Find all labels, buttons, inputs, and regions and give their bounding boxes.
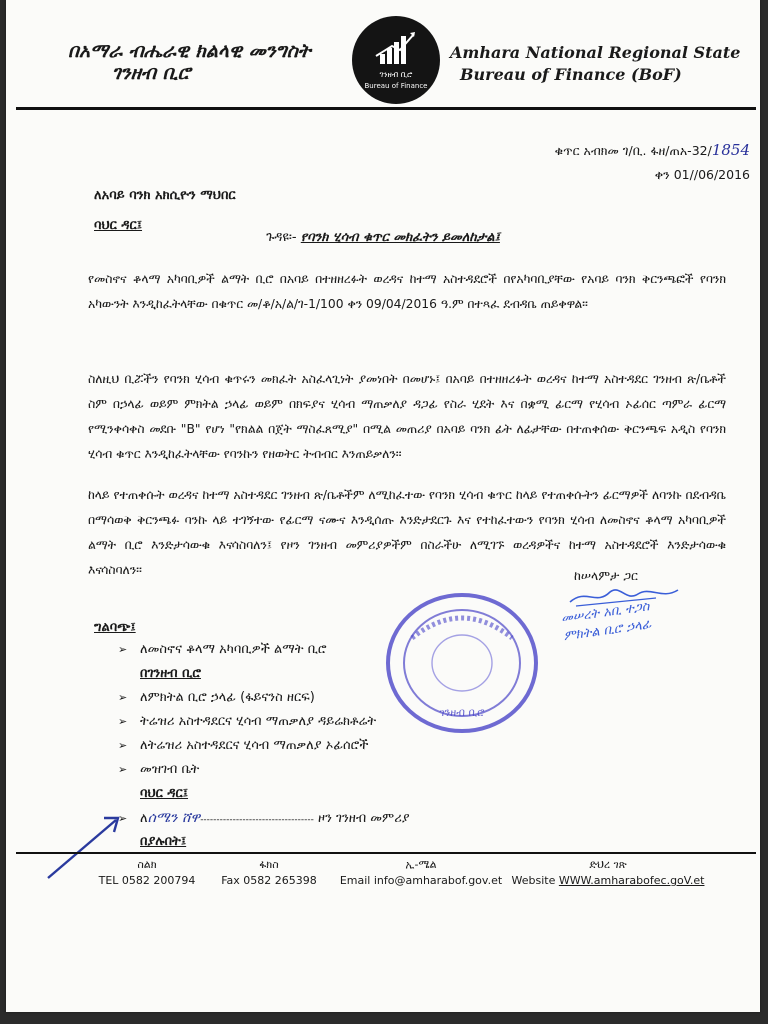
reference-date [555,163,750,187]
footer-divider [16,852,756,854]
official-stamp [382,588,542,738]
cc-item-text: በገንዘብ ቢሮ [140,666,201,681]
header-english-line1: Amhara National Regional State [450,43,741,62]
stamp-center-text: ገንዘብ ቢሮ [439,706,485,719]
signer-handwritten: መሠረት አቢ ተጋስ ምክትል ቢሮ ኃላፊ [560,599,653,645]
header-english-line2: Bureau of Finance (BoF) [460,65,682,84]
website-link[interactable]: WWW.amharabofec.goV.et [558,874,705,887]
recipient-city: ባህር ዳር፤ [94,218,143,233]
cc-item-text: ትሬዝሪ አስተዳደርና ሂሳብ ማጠቃለያ ዳይሬክቶሬት [140,714,377,729]
header-english [450,42,740,86]
header-divider [16,107,756,110]
subject-label: ጉዳዩ፡- [266,230,297,245]
subject-text: የባንክ ሂሳብ ቁጥር መክፈትን ይመለከታል፤ [300,230,500,245]
cc-item [118,762,199,777]
cc-item [118,690,315,705]
cc-item [118,810,410,826]
header-amharic-line1: በአማራ ብሔራዊ ክልላዊ መንግስት [68,40,311,62]
arrow-bullet-icon: ➢ [118,812,128,825]
website-prefix: Website [511,874,556,887]
cc-item-suffix: ዞን ገንዘብ መምሪያ [318,811,410,826]
header-amharic [68,40,311,84]
cc-item [118,714,376,729]
bureau-logo [352,16,440,104]
cc-item [140,834,186,849]
logo-amharic-text: ገንዘብ ቢሮ [379,70,413,79]
footer-website [508,857,708,889]
footer-email [336,857,506,889]
arrow-bullet-icon: ➢ [118,691,128,704]
cc-item-text: ለመስኖና ቆላማ አካባቢዎች ልማት ቢሮ [140,642,327,657]
body-paragraph-1: የመስኖና ቆላማ አካባቢዎች ልማት ቢሮ በአባይ በተዘዘረፉት ወረዳና ከተማ አስተዳደሮች በየአካባቢያቸው የአባይ ባንክ ቅርንጫፎች የባንክ አካውንት እንዲከፈትላቸው በቁጥር መ/ቆ/አ/ል/ገ-1/100 ቀን 09/04/2016 ዓ.ም በተጻፈ ደብዳቤ ጠይቀዋል፡፡ [88,272,726,311]
arrow-bullet-icon: ➢ [118,643,128,656]
body-paragraph-3: ከላይ የተጠቀሱት ወረዳና ከተማ አስተዳደር ገንዘብ ጽ/ቤቶችም ለሚከፈተው የባንክ ሂሳብ ቁጥር ከላይ የተጠቀሱትን ፊርማዎች ለባንኩ በደብዳቤ በማሳወቅ ቅርንጫፉ ባንኩ ላይ ተገኝተው የፊርማ ናሙና እንዲሰጡ እንድታደርጉ እና የተከፈተውን የባንክ ሂሳብ ለመስኖና ቆላማ አካባቢዎች ልማት ቢሮ እንድታሳውቁ እናሳስባለን፤ የዞን ገንዘብ መምሪያዎችም በስራችሁ ለሚገኙ ወረዳዎችና ከተማ አስተዳደሮች እንድታሳውቁ እናሳስባለን፡፡ [88,488,726,577]
footer-fax [214,857,324,889]
logo-english-text: Bureau of Finance [364,82,428,90]
phone-label: ስልክ [137,858,157,871]
cc-item-handwritten: ሰሜን ሸዋ [147,810,201,826]
letter-page [6,0,760,1012]
body-paragraph-2: ስለዚህ ቢሯችን የባንክ ሂሳብ ቁጥሩን መክፈት አስፈላጊነት ያመነበት በመሆኑ፤ በአባይ በተዘዘረፉት ወረዳና ከተማ አስተዳደር ገንዘብ ጽ/ቤቶች ስም በኃላፊ ወይም ምክትል ኃላፊ ወይም በክፍያና ሂሳብ ማጠቃለያ ዳጋፊ የስራ ሂደት እና በቋሚ ፊርማ የሂሳብ ኦፊሰር ጣምራ ፊርማ የሚንቀሳቀስ መደቡ "B" የሆነ "የክልል በጀት ማስፈጸሚያ" በሚል መጠሪያ በአባይ ባንክ ፊት ለፊታቸው በተጠቀሰው ቅርንጫፍ አዲስ የባንክ ሂሳብ ቁጥር እንዲከፈትላቸው የባንኩን የዘወትር ትብብር እንጠይቃለን፡፡ [88,372,726,461]
date-label: ቀን [654,167,670,182]
logo-chart-icon [352,16,440,104]
reference-number [555,138,750,163]
cc-item-text: ለምክትል ቢሮ ኃላፊ (ፋይናንስ ዘርፍ) [140,690,315,705]
cc-item-text: መዝገብ ቤት [140,762,200,777]
reference-number-handwritten: 1854 [711,141,750,159]
recipient-name: ለአባይ ባንክ አክሲዮን ማህበር [94,188,236,203]
cc-item [140,666,201,681]
cc-title: ግልባጭ፤ [94,620,136,635]
arrow-bullet-icon: ➢ [118,763,128,776]
date-value: 01//06/2016 [673,167,750,182]
website-label: ድህረ ገጽ [589,858,627,871]
subject-line [6,230,760,245]
cc-item [118,642,327,657]
email-value: Email info@amharabof.gov.et [339,874,503,887]
cc-item [140,786,188,801]
reference-number-label: ቁጥር አብክመ ገ/ቢ. ፋዘ/ጠአ-32/ [554,143,712,158]
website-line [508,873,708,889]
cc-item [118,738,368,753]
fax-value: Fax 0582 265398 [221,874,317,887]
cc-item-text: ለትሬዝሪ አስተዳደርና ሂሳብ ማጠቃለያ ኦፊሰሮች [140,738,369,753]
phone-value: TEL 0582 200794 [98,874,196,887]
reference-block [555,138,750,187]
arrow-bullet-icon: ➢ [118,739,128,752]
cc-item-fill-line: ----------------------------------- [200,815,314,825]
header-amharic-line2: ገንዘብ ቢሮ [112,62,191,84]
cc-item-text: ባህር ዳር፤ [140,786,189,801]
cc-item-text: በያሉበት፤ [140,834,187,849]
fax-label: ፋክስ [259,858,279,871]
arrow-bullet-icon: ➢ [118,715,128,728]
footer-phone [92,857,202,889]
closing-regards: ከሠላምታ ጋር [574,568,638,583]
email-label: ኢ-ሜል [405,858,437,871]
cc-item-prefix: ለ [140,811,148,826]
